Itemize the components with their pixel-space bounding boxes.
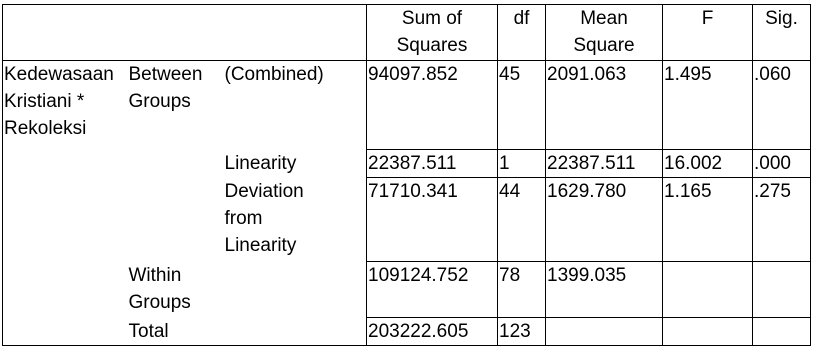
- header-sig: Sig.: [753, 5, 811, 61]
- empty-cell: [224, 318, 367, 346]
- sum-of-squares-cell: 109124.752: [367, 262, 498, 318]
- table-row: [3, 262, 811, 318]
- df-cell: 1: [498, 150, 546, 178]
- header-row: [3, 5, 811, 61]
- empty-cell: [3, 318, 128, 346]
- sig-cell: [753, 262, 811, 318]
- table-row: [3, 61, 811, 150]
- row-label-deviation-from-linearity: Deviation from Linearity: [224, 178, 367, 262]
- header-blank-cell: [224, 5, 367, 61]
- f-cell: 16.002: [663, 150, 753, 178]
- total-label: Total: [128, 318, 224, 346]
- sig-cell: .000: [753, 150, 811, 178]
- mean-square-cell: 1629.780: [546, 178, 663, 262]
- f-cell: 1.495: [663, 61, 753, 150]
- empty-cell: [3, 262, 128, 318]
- sig-cell: [753, 318, 811, 346]
- row-label-combined: (Combined): [224, 61, 367, 150]
- empty-cell: [3, 150, 128, 178]
- sum-of-squares-cell: 203222.605: [367, 318, 498, 346]
- mean-square-cell: [546, 318, 663, 346]
- mean-square-cell: 2091.063: [546, 61, 663, 150]
- empty-cell: [224, 262, 367, 318]
- mean-square-cell: 22387.511: [546, 150, 663, 178]
- f-cell: [663, 318, 753, 346]
- header-blank-cell: [128, 5, 224, 61]
- df-cell: 123: [498, 318, 546, 346]
- table-row: [3, 178, 811, 262]
- df-cell: 45: [498, 61, 546, 150]
- row-label-linearity: Linearity: [224, 150, 367, 178]
- mean-square-cell: 1399.035: [546, 262, 663, 318]
- empty-cell: [3, 178, 128, 262]
- anova-table-container: [2, 4, 811, 346]
- sum-of-squares-cell: 22387.511: [367, 150, 498, 178]
- header-f: F: [663, 5, 753, 61]
- table-row: [3, 150, 811, 178]
- df-cell: 78: [498, 262, 546, 318]
- sum-of-squares-cell: 71710.341: [367, 178, 498, 262]
- header-df: df: [498, 5, 546, 61]
- header-sum-of-squares: Sum of Squares: [367, 5, 498, 61]
- f-cell: 1.165: [663, 178, 753, 262]
- header-blank-cell: [3, 5, 128, 61]
- f-cell: [663, 262, 753, 318]
- dependent-variable-label: Kedewasaan Kristiani * Rekoleksi: [3, 61, 128, 150]
- table-row: [3, 318, 811, 346]
- sig-cell: .275: [753, 178, 811, 262]
- header-mean-square: Mean Square: [546, 5, 663, 61]
- sig-cell: .060: [753, 61, 811, 150]
- df-cell: 44: [498, 178, 546, 262]
- anova-table: [2, 4, 811, 346]
- between-groups-label: Between Groups: [128, 61, 224, 150]
- empty-cell: [128, 150, 224, 178]
- empty-cell: [128, 178, 224, 262]
- within-groups-label: Within Groups: [128, 264, 191, 313]
- sum-of-squares-cell: 94097.852: [367, 61, 498, 150]
